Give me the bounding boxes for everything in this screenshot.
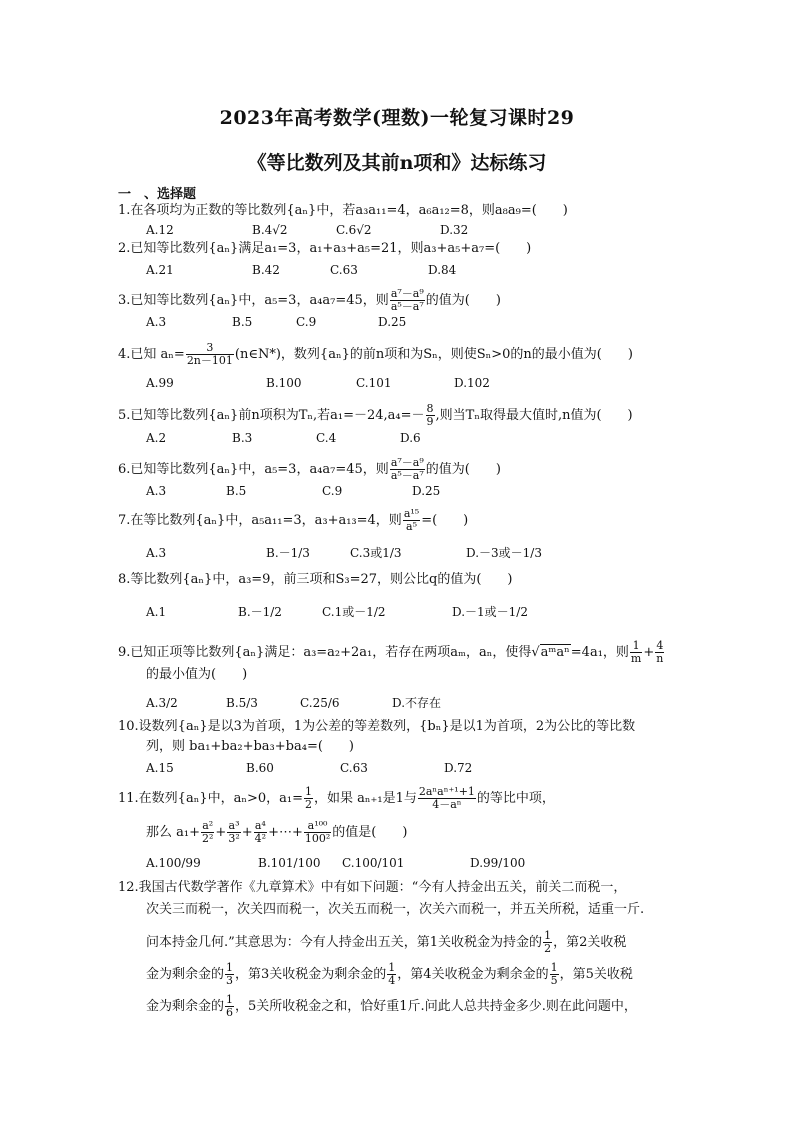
q5-fraction (426, 403, 435, 428)
q6-frac-den: a⁵－a⁷ (390, 469, 424, 482)
q11-text-b: ，如果 aₙ₊₁是1与 (313, 791, 417, 806)
q3-option-a: A.3 (146, 315, 167, 329)
q11-half-den: 2 (304, 798, 312, 811)
q9-text-b: =4a₁，则 (570, 645, 629, 660)
q11-option-a: A.100/99 (146, 856, 201, 870)
q3-option-c: C.9 (296, 315, 317, 329)
q3-option-b: B.5 (232, 315, 253, 329)
q7-option-d: D.－3或－1/3 (466, 546, 542, 560)
q6-option-d: D.25 (412, 484, 441, 498)
page-title: 2023年高考数学(理数)一轮复习课时29 (219, 107, 575, 129)
q4-option-b: B.100 (266, 376, 302, 390)
q4-option-d: D.102 (454, 376, 490, 390)
q7-frac-num: a¹⁵ (403, 507, 420, 520)
q11-term-100: $\frac{\text{a¹⁰⁰}}{\text{100²}}$ (304, 819, 331, 845)
q3-text-b: 的值为( ) (425, 293, 501, 308)
q7-text-a: 7.在等比数列{aₙ}中，a₅a₁₁=3，a₃+a₁₃=4，则 (118, 513, 402, 528)
q12-text-4: ，第2关收税 (553, 935, 627, 950)
q9-option-c: C.25/6 (300, 696, 340, 710)
q9-radical: aᵐaⁿ (540, 645, 570, 660)
q9-text-a: 9.已知正项等比数列{aₙ}满足：a₃=a₂+2a₁，若存在两项aₘ，aₙ，使得 (118, 645, 532, 660)
q4-option-c: C.101 (356, 376, 392, 390)
q5-option-b: B.3 (232, 431, 253, 445)
q12-text-10: ，5关所收税金之和，恰好重1斤.问此人总共持金多少.则在此问题中， (235, 999, 637, 1014)
q5-frac-den: 9 (426, 415, 434, 428)
question-9-stem: 9.已知正项等比数列{aₙ}满足：a₃=a₂+2a₁，若存在两项aₘ，aₙ，使得√aᵐaⁿ=4a₁，则 $\frac{1}{m}$ + $\frac{4}{n}$ (118, 639, 664, 665)
q11-line2-a: 那么 a₁+ (146, 825, 200, 840)
question-10-stem-line1: 10.设数列{aₙ}是以3为首项，1为公差的等差数列，{bₙ}是以1为首项，2为公比的等比数 (118, 719, 636, 734)
q11-text-c: 的等比中项， (476, 791, 555, 806)
q6-text-b: 的值为( ) (425, 462, 501, 477)
q3-frac-num: a⁷－a⁹ (390, 287, 424, 300)
q12-text-6: ，第3关收税金为剩余金的 (235, 967, 387, 982)
q6-option-a: A.3 (146, 484, 167, 498)
q1-option-c: C.6√2 (336, 223, 372, 237)
q4-text-b: (n∈N*)，数列{aₙ}的前n项和为Sₙ，则使Sₙ>0的n的最小值为( ) (234, 347, 633, 362)
question-2-stem: 2.已知等比数列{aₙ}满足a₁=3，a₁+a₃+a₅=21，则a₃+a₅+a₇=( ) (118, 241, 532, 256)
q10-option-c: C.63 (340, 761, 368, 775)
question-12-line3 (146, 930, 626, 955)
q11-option-b: B.101/100 (258, 856, 321, 870)
q7-text-b: =( ) (421, 513, 469, 528)
q9-fraction-4-n: $\frac{4}{n}$ (656, 639, 664, 665)
q6-frac-num: a⁷－a⁹ (390, 456, 424, 469)
q11-line2-c: 的值是( ) (332, 825, 408, 840)
q12-text-7: ，第4关收税金为剩余金的 (397, 967, 549, 982)
q5-option-a: A.2 (146, 431, 167, 445)
q12-text-3: 问本持金几何.”其意思为：今有人持金出五关，第1关收税金为持金的 (146, 935, 543, 950)
q6-option-c: C.9 (322, 484, 343, 498)
q2-option-b: B.42 (252, 263, 280, 277)
q12-frac-quarter: $\frac{1}{4}$ (388, 961, 396, 987)
q2-option-a: A.21 (146, 263, 174, 277)
q8-option-d: D.－1或－1/2 (452, 605, 528, 619)
q10-option-b: B.60 (246, 761, 274, 775)
q7-frac-den: a⁵ (406, 520, 417, 533)
q9-fraction-1-m: $\frac{1}{m}$ (630, 639, 642, 665)
question-5-stem (118, 403, 633, 428)
q7-option-a: A.3 (146, 546, 167, 560)
q11-half-num: 1 (304, 785, 312, 798)
question-12-line1: 12.我国古代数学著作《九章算术》中有如下问题：“今有人持金出五关，前关二而税一， (118, 880, 627, 895)
page-subtitle: 《等比数列及其前n项和》达标练习 (247, 152, 547, 174)
question-12-line4 (146, 962, 633, 987)
q11-text-a: 11.在数列{aₙ}中，aₙ>0，a₁= (118, 791, 303, 806)
q12-frac-sixth: $\frac{1}{6}$ (226, 993, 234, 1019)
q12-frac-fifth: $\frac{1}{5}$ (550, 961, 558, 987)
q9-option-d: D.不存在 (392, 696, 442, 710)
q12-text-5: 金为剩余金的 (146, 967, 225, 982)
question-7-stem (118, 508, 468, 533)
q6-text-a: 6.已知等比数列{aₙ}中，a₅=3，a₄a₇=45，则 (118, 462, 389, 477)
question-11-stem-line2: 那么 a₁+ $\frac{\text{a²}}{\text{2²}}$ + $\frac{\text{a³}}{\text{3²}}$ + $\frac{\text{a⁴}}{\text{4²}}$ +⋯+ $\frac{\text{a¹⁰⁰}}{\text{100²}}$ 的值是( ) (146, 819, 408, 845)
section-heading: 一 、选择题 (118, 187, 197, 202)
q12-text-8: ，第5关收税 (559, 967, 633, 982)
q11-term-2: $\frac{\text{a²}}{\text{2²}}$ (202, 819, 214, 845)
q11-line2-b: +⋯+ (268, 825, 303, 840)
q5-text-a: 5.已知等比数列{aₙ}前n项积为Tₙ,若a₁=－24,a₄=－ (118, 408, 425, 423)
question-12-line5 (146, 994, 637, 1019)
q2-option-c: C.63 (330, 263, 358, 277)
q7-fraction (403, 508, 420, 533)
question-4-stem (118, 342, 633, 367)
q4-fraction (186, 342, 234, 367)
q6-fraction (390, 457, 425, 482)
q8-option-b: B.－1/2 (238, 605, 282, 619)
q3-fraction (390, 288, 425, 313)
q4-text-a: 4.已知 aₙ= (118, 347, 185, 362)
q3-frac-den: a⁵－a⁷ (390, 300, 424, 313)
q11-half (304, 786, 313, 811)
q8-option-c: C.1或－1/2 (322, 605, 386, 619)
q5-frac-num: 8 (426, 402, 434, 415)
q5-option-c: C.4 (316, 431, 337, 445)
question-12-line2: 次关三而税一，次关四而税一，次关五而税一，次关六而税一，并五关所税，适重一斤. (146, 902, 645, 917)
q7-option-c: C.3或1/3 (350, 546, 402, 560)
q11-option-d: D.99/100 (470, 856, 526, 870)
q4-option-a: A.99 (146, 376, 174, 390)
question-8-stem: 8.等比数列{aₙ}中，a₃=9，前三项和S₃=27，则公比q的值为( ) (118, 572, 513, 587)
question-3-stem (118, 288, 501, 313)
q11-option-c: C.100/101 (342, 856, 405, 870)
q2-option-d: D.84 (428, 263, 457, 277)
q10-option-a: A.15 (146, 761, 174, 775)
q7-option-b: B.－1/3 (266, 546, 310, 560)
q8-option-a: A.1 (146, 605, 167, 619)
q1-option-a: A.12 (146, 223, 174, 237)
question-6-stem (118, 457, 501, 482)
q11-fraction (418, 786, 476, 811)
q11-frac-num: 2aⁿaⁿ⁺¹+1 (418, 785, 475, 798)
q5-option-d: D.6 (400, 431, 421, 445)
q4-frac-num: 3 (186, 342, 234, 355)
q3-text-a: 3.已知等比数列{aₙ}中，a₅=3，a₄a₇=45，则 (118, 293, 389, 308)
question-9-tail: 的最小值为( ) (146, 667, 248, 682)
q6-option-b: B.5 (226, 484, 247, 498)
q11-frac-den: 4－aⁿ (432, 798, 462, 811)
q11-term-3: $\frac{\text{a³}}{\text{3²}}$ (228, 819, 240, 845)
q9-option-a: A.3/2 (146, 696, 178, 710)
q9-option-b: B.5/3 (226, 696, 258, 710)
question-10-stem-line2: 列，则 ba₁+ba₂+ba₃+ba₄=( ) (146, 739, 354, 754)
q5-text-b: ,则当Tₙ取得最大值时,n值为( ) (435, 408, 633, 423)
q12-text-9: 金为剩余金的 (146, 999, 225, 1014)
q10-option-d: D.72 (444, 761, 473, 775)
q1-option-d: D.32 (440, 223, 469, 237)
q3-option-d: D.25 (378, 315, 407, 329)
question-1-stem: 1.在各项均为正数的等比数列{aₙ}中，若a₃a₁₁=4，a₆a₁₂=8，则a₈a₉=( ) (118, 203, 568, 218)
question-11-stem-line1 (118, 786, 555, 811)
q12-frac-third: $\frac{1}{3}$ (226, 961, 234, 987)
q4-frac-den: 2n－101 (186, 354, 233, 367)
q12-frac-half: $\frac{1}{2}$ (544, 929, 552, 955)
q11-term-4: $\frac{\text{a⁴}}{\text{4²}}$ (254, 819, 267, 845)
q1-option-b: B.4√2 (252, 223, 288, 237)
